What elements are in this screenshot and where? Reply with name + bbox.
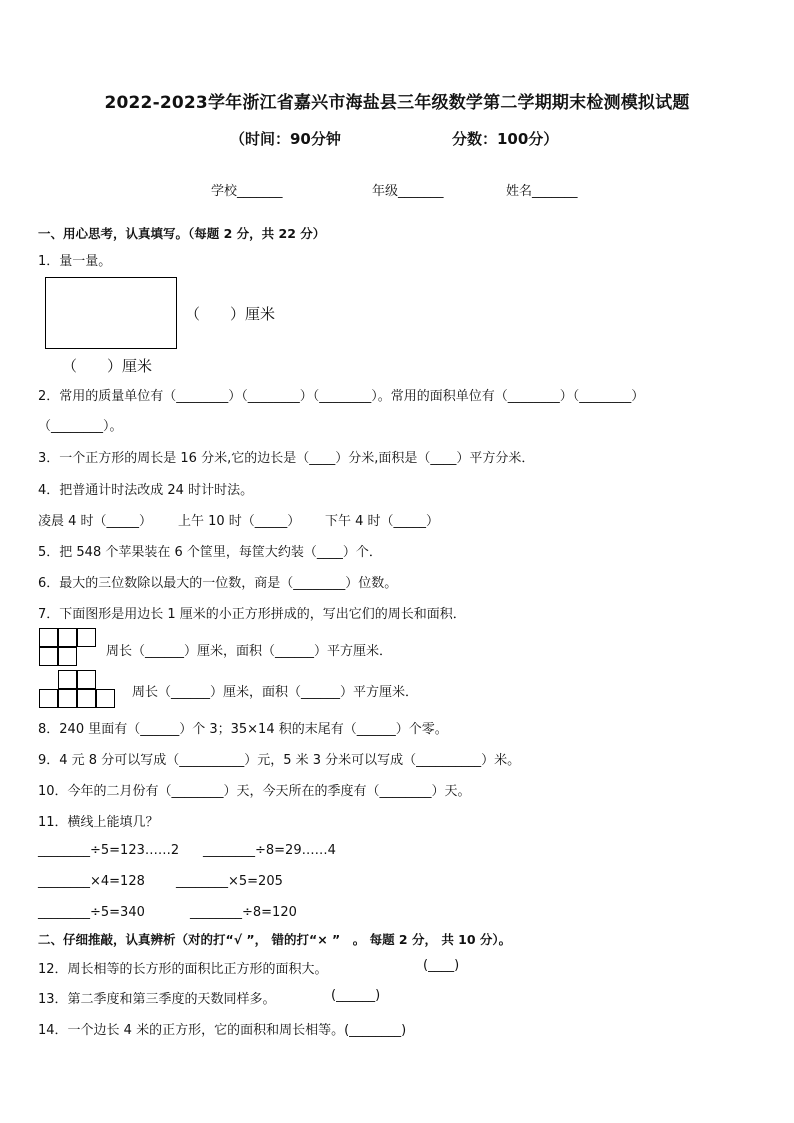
question-11-e[interactable]: ________÷5=340: [38, 905, 145, 920]
question-4: 4．把普通计时法改成 24 时计时法。: [38, 483, 254, 498]
question-13: 13．第二季度和第三季度的天数同样多。: [38, 992, 276, 1007]
question-11-a[interactable]: ________÷5=123……2: [38, 843, 180, 858]
square-figure-a: [39, 628, 99, 666]
question-12: 12．周长相等的长方形的面积比正方形的面积大。: [38, 962, 328, 977]
school-field[interactable]: 学校_______: [211, 184, 283, 199]
question-4-a[interactable]: 凌晨 4 时（_____）: [38, 514, 153, 529]
question-3[interactable]: 3．一个正方形的周长是 16 分米,它的边长是（____）分米,面积是（____）平方分米．: [38, 451, 535, 466]
page-title: 2022-2023学年浙江省嘉兴市海盐县三年级数学第二学期期末检测模拟试题: [104, 93, 690, 113]
question-13-blank[interactable]: (______): [331, 988, 381, 1003]
grade-field[interactable]: 年级_______: [372, 184, 444, 199]
question-12-blank[interactable]: (____): [423, 958, 460, 973]
question-8[interactable]: 8．240 里面有（______）个 3；35×14 积的末尾有（______）个零。: [38, 722, 448, 737]
question-2-line1[interactable]: 2．常用的质量单位有（________）（________）（________）。常用的面积单位有（________）（________）: [38, 389, 645, 404]
question-14[interactable]: 14．一个边长 4 米的正方形，它的面积和周长相等。(________): [38, 1023, 407, 1038]
question-7: 7．下面图形是用边长 1 厘米的小正方形拼成的，写出它们的周长和面积．: [38, 607, 466, 622]
question-9[interactable]: 9．4 元 8 分可以写成（__________）元，5 米 3 分米可以写成（__________）米。: [38, 753, 521, 768]
question-5[interactable]: 5．把 548 个苹果装在 6 个筐里，每筐大约装（____）个．: [38, 545, 382, 560]
question-10[interactable]: 10．今年的二月份有（________）天，今天所在的季度有（________）天。: [38, 784, 471, 799]
question-6[interactable]: 6．最大的三位数除以最大的一位数，商是（________）位数。: [38, 576, 398, 591]
question-11-d[interactable]: ________×5=205: [176, 874, 283, 889]
question-11: 11．横线上能填几？: [38, 815, 159, 830]
exam-score: 分数：100分）: [452, 130, 559, 148]
question-11-c[interactable]: ________×4=128: [38, 874, 145, 889]
question-1: 1．量一量。: [38, 254, 112, 269]
square-figure-b: [39, 670, 119, 710]
section2-heading: 二、仔细推敲，认真辨析（对的打“√ ”， 错的打“× ” 。 每题 2 分， 共 10 分）。: [38, 932, 512, 947]
question-1-bottom-blank[interactable]: （ ）厘米: [62, 357, 153, 375]
name-field[interactable]: 姓名_______: [506, 184, 578, 199]
question-7-a[interactable]: 周长（______）厘米，面积（______）平方厘米．: [106, 644, 393, 659]
question-4-c[interactable]: 下午 4 时（_____）: [325, 514, 440, 529]
question-7-b[interactable]: 周长（______）厘米，面积（______）平方厘米．: [132, 685, 419, 700]
exam-time: （时间：90分钟: [230, 130, 341, 148]
question-11-f[interactable]: ________÷8=120: [190, 905, 297, 920]
section1-heading: 一、用心思考，认真填写。（每题 2 分，共 22 分）: [38, 226, 326, 241]
question-4-b[interactable]: 上午 10 时（_____）: [178, 514, 301, 529]
measure-rectangle: [45, 277, 177, 349]
question-11-b[interactable]: ________÷8=29……4: [203, 843, 336, 858]
question-1-right-blank[interactable]: （ ）厘米: [185, 305, 276, 323]
question-2-line2[interactable]: （________）。: [38, 419, 123, 434]
